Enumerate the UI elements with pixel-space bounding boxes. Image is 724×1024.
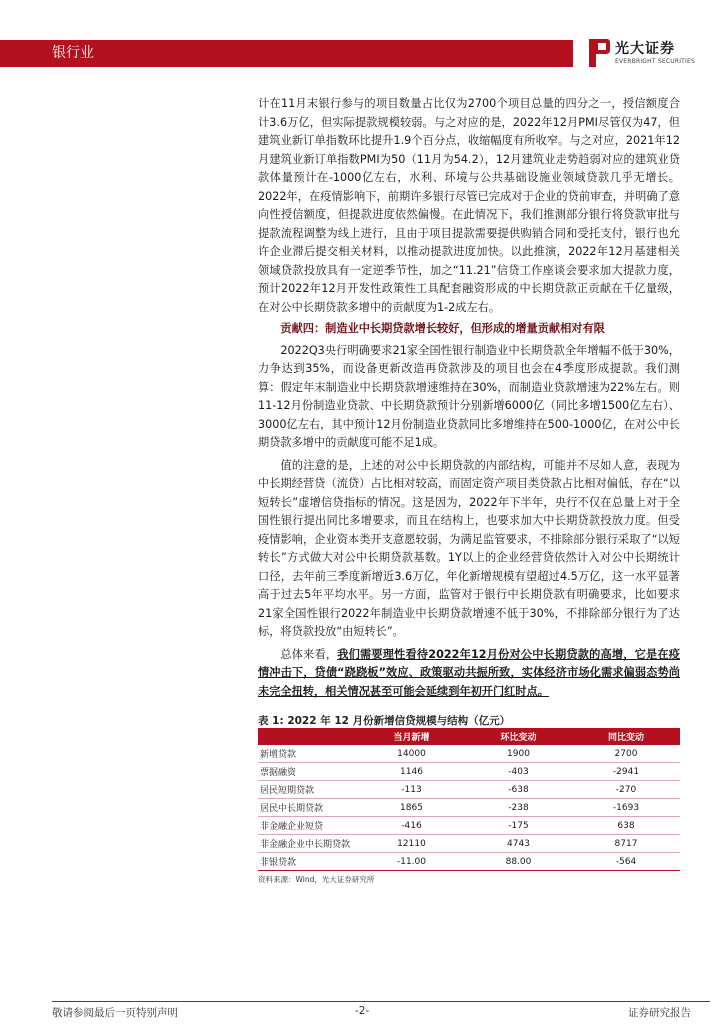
row-label: 居民中长期贷款 <box>258 799 358 817</box>
cell-mom: -403 <box>465 763 572 781</box>
cell-current: -113 <box>358 781 465 799</box>
table-header-mom: 环比变动 <box>465 728 572 745</box>
footer-divider <box>52 1001 710 1002</box>
sector-label: 银行业 <box>52 45 94 61</box>
row-label: 居民短期贷款 <box>258 781 358 799</box>
logo-text-cn: 光大证券 <box>615 41 675 57</box>
logo-text-en: EVERBRIGHT SECURITIES <box>615 58 695 65</box>
everbright-logo-icon <box>587 37 611 69</box>
row-label: 票据融资 <box>258 763 358 781</box>
cell-mom: 88.00 <box>465 853 572 871</box>
cell-current: -11.00 <box>358 853 465 871</box>
cell-current: 1865 <box>358 799 465 817</box>
cell-mom: -238 <box>465 799 572 817</box>
table-row <box>258 853 680 871</box>
table-header-current: 当月新增 <box>358 728 465 745</box>
row-label: 非银贷款 <box>258 853 358 871</box>
footer-disclaimer: 敬请参阅最后一页特别声明 <box>52 1007 178 1019</box>
cell-mom: 1900 <box>465 745 572 763</box>
footer-report-type: 证券研究报告 <box>628 1007 691 1019</box>
company-logo <box>587 35 707 73</box>
cell-yoy: -1693 <box>572 799 680 817</box>
cell-mom: -638 <box>465 781 572 799</box>
credit-structure-table <box>258 728 680 871</box>
section-subheading: 贡献四：制造业中长期贷款增长较好，但形成的增量贡献相对有限 <box>280 322 605 335</box>
cell-current: -416 <box>358 817 465 835</box>
row-label: 非金融企业中长期贷款 <box>258 835 358 853</box>
cell-mom: -175 <box>465 817 572 835</box>
table-row <box>258 799 680 817</box>
paragraph-manufacturing: 2022Q3央行明确要求21家全国性银行制造业中长期贷款全年增幅不低于30%，力争达到35%，而设备更新改造再贷款涉及的项目也会在4季度形成提款。我们测算：假定年末制造业中长期贷款增速维持在30%，而制造业贷款增速为22%左右。则11-12月份制造业贷款、中长期贷款预计分别新增6000亿（同比多增1500亿左右）、3000亿左右，其中预计12月份制造业贷款同比多增维持在500-1000亿，在对公中长期贷款多增中的贡献度可能不足1成。 <box>258 343 680 449</box>
table-row <box>258 835 680 853</box>
cell-yoy: -564 <box>572 853 680 871</box>
cell-current: 12110 <box>358 835 465 853</box>
table-header-row <box>258 728 680 745</box>
table-title: 表 1: 2022 年 12 月份新增信贷规模与结构（亿元） <box>258 715 511 727</box>
table-source: 资料来源：Wind，光大证券研究所 <box>258 875 375 884</box>
page-number: -2- <box>355 1005 370 1017</box>
table-row <box>258 817 680 835</box>
cell-yoy: -2941 <box>572 763 680 781</box>
cell-yoy: 2700 <box>572 745 680 763</box>
table-header-label <box>258 728 358 745</box>
table-header-yoy: 同比变动 <box>572 728 680 745</box>
summary-lead: 总体来看， <box>280 647 338 661</box>
cell-current: 1146 <box>358 763 465 781</box>
cell-yoy: 8717 <box>572 835 680 853</box>
table-row <box>258 781 680 799</box>
row-label: 非金融企业短贷 <box>258 817 358 835</box>
cell-yoy: -270 <box>572 781 680 799</box>
table-row <box>258 763 680 781</box>
report-body <box>258 95 680 701</box>
paragraph-structure: 值的注意的是，上述的对公中长期贷款的内部结构，可能并不尽如人意，表现为中长期经营贷（流贷）占比相对较高，而固定资产项目类贷款占比相对偏低，存在“以短转长”虚增信贷指标的情况。这是因为，2022年下半年，央行不仅在总量上对于全国性银行提出同比多增要求，而且在结构上，也要求加大中长期贷款投放力度。但受疫情影响，企业资本类开支意愿较弱，为满足监管要求，不排除部分银行采取了“以短转长”方式做大对公中长期贷款基数。1Y以上的企业经营贷依然计入对公中长期统计口径，去年前三季度新增近3.6万亿，年化新增规模有望超过4.5万亿，这一水平显著高于过去5年平均水平。另一方面，监管对于银行中长期贷款有明确要求，比如要求21家全国性银行2022年制造业中长期贷款增速不低于30%，不排除部分银行为了达标，将贷款投放“由短转长”。 <box>258 458 680 638</box>
paragraph-summary <box>258 646 680 702</box>
table-row <box>258 745 680 763</box>
summary-highlight: 我们需要理性看待2022年12月份对公中长期贷款的高增，它是在疫情冲击下，贷债“跷跷板”效应、政策驱动共振所致，实体经济市场化需求偏弱态势尚未完全扭转，相关情况甚至可能会延续到年初开门红时点。 <box>258 647 680 698</box>
cell-mom: 4743 <box>465 835 572 853</box>
row-label: 新增贷款 <box>258 745 358 763</box>
cell-current: 14000 <box>358 745 465 763</box>
cell-yoy: 638 <box>572 817 680 835</box>
paragraph-infrastructure: 计在11月末银行参与的项目数量占比仅为2700个项目总量的四分之一，授信额度合计3.6万亿，但实际提款规模较弱。与之对应的是，2022年12月PMI尽管仅为47，但建筑业新订单指数环比提升1.9个百分点，收缩幅度有所收窄。与之对应，2021年12月建筑业新订单指数PMI为50（11月为54.2），12月建筑业走势趋弱对应的建筑业贷款体量预计在-1000亿左右，水利、环境与公共基础设施业领域贷款几乎无增长。2022年，在疫情影响下，前期许多银行尽管已完成对于企业的贷前审查，并明确了意向性授信额度，但提款进度依然偏慢。在此情况下，我们推测部分银行将贷款审批与提款流程调整为线上进行，且由于项目提款需要提供购销合同和受托支付，银行也允许企业滞后提交相关材料，以推动提款进度加快。以此推演，2022年12月基建相关领域贷款投放具有一定逆季节性，加之“11.21”信贷工作座谈会要求加大提款力度，预计2022年12月开发性政策性工具配套融资形成的中长期贷款正贡献在千亿量级，在对公中长期贷款多增中的贡献度为1-2成左右。 <box>258 97 680 314</box>
